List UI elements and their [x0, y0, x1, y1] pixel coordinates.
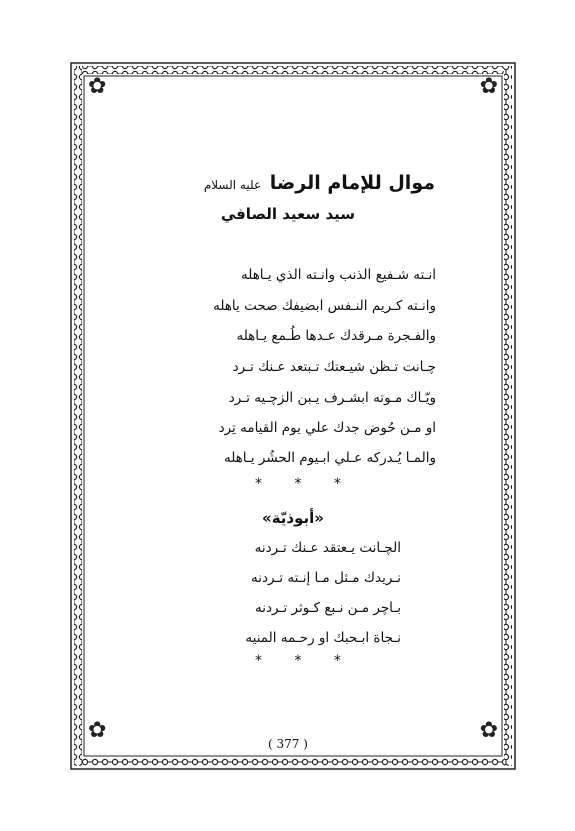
verse-line: وانـته كـريم النـفس ابضيفك صحت ياهله [213, 298, 436, 314]
section-divider-stars: * * * [255, 476, 355, 492]
verse-line: نـجاة ابـحبك او رحـمه المنيه [245, 630, 401, 646]
corner-ornament-bottom-right-icon: ✿ [479, 718, 498, 743]
verse-line: او مـن حُوض جدك علي يوم القيامه تِرد [218, 420, 436, 436]
verse-line: الچـانت يـعتقد عـنك تـردنه [254, 540, 401, 556]
poem-author: سيد سعيد الصافي [220, 205, 355, 223]
verse-line: انـته شـفيع الذنب وانـته الذي يـاهله [240, 267, 436, 283]
section-divider-stars: * * * [255, 653, 355, 669]
corner-ornament-top-left-icon: ✿ [88, 74, 107, 99]
verse-line: والمـا يُـدركه عـلي ابـيوم الحشُر يـاهله [223, 450, 436, 466]
poem-title [204, 172, 435, 194]
verse-line: والفـجرة مـرقدك عـدها طُـمع يـاهله [236, 328, 436, 344]
corner-ornament-top-right-icon: ✿ [479, 74, 498, 99]
honorific-mark: عليه السلام [203, 178, 262, 192]
section-subheading: «أبوذيّة» [262, 509, 324, 527]
verse-line: چـانت تـظن شيـعتك تـبتعد عـنك تـرد [232, 359, 436, 375]
verse-line: ويّـاك مـوته ابشـرف يـبن الزچـيه تـرد [228, 390, 436, 406]
verse-line: بـاچر مـن نـبع كـوثر تـردنه [255, 600, 401, 616]
page-number: ( 377 ) [268, 737, 308, 751]
corner-ornament-bottom-left-icon: ✿ [88, 718, 107, 743]
poem-title-text: موال للإمام الرضا [269, 172, 435, 194]
verse-line: نـريدك مـثل مـا إنـته تـردنه [250, 570, 401, 586]
